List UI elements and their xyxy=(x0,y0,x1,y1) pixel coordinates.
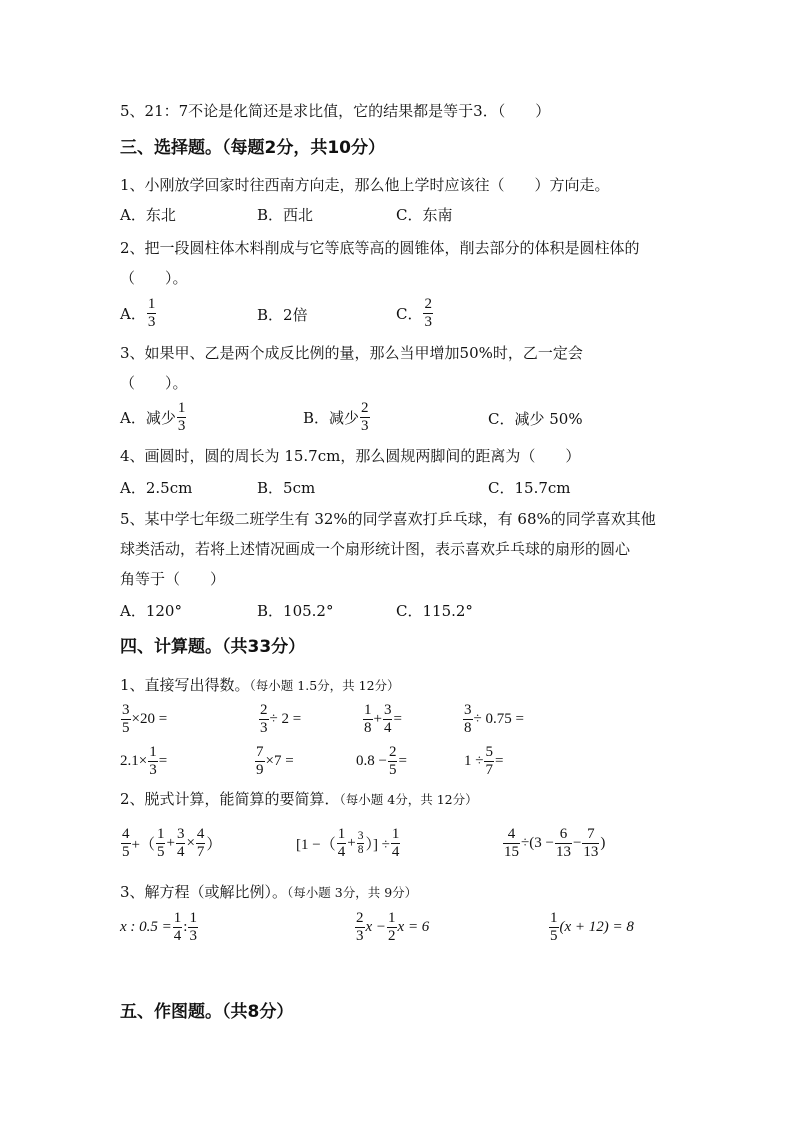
stepwise-calc-2: [1 −（ $\frac{1}{4}$ + $\frac{3}{8}$ ）] ÷ $\frac{1}{4}$ xyxy=(296,826,400,860)
choice-q5-option-b: B．105.2° xyxy=(257,602,334,620)
equation-2: $\frac{2}{3}$ x − $\frac{1}{2}$ x = 6 xyxy=(356,910,430,944)
calc-part-2-heading: 2、脱式计算，能简算的要简算．（每小题 4分，共 12分） xyxy=(120,790,478,808)
choice-q2-option-b: B．2倍 xyxy=(257,306,308,324)
equation-3: $\frac{1}{5}$ (x + 12) = 8 xyxy=(550,910,634,944)
choice-q3-option-c: C．减少 50% xyxy=(488,410,583,428)
choice-q3-text: 3、如果甲、乙是两个成反比例的量，那么当甲增加50%时，乙一定会 xyxy=(120,344,583,362)
choice-q3-option-a: A．减少 $\frac{1}{3}$ xyxy=(120,400,186,434)
section-4-title: 四、计算题。（共33分） xyxy=(120,637,306,657)
fraction: $\frac{1}{3}$ xyxy=(177,400,186,434)
choice-q4-option-a: A．2.5cm xyxy=(120,479,193,497)
equation-1: x : 0.5 = $\frac{1}{4}$ : $\frac{1}{3}$ xyxy=(120,910,197,944)
choice-q4-text: 4、画圆时，圆的周长为 15.7cm，那么圆规两脚间的距离为（ ） xyxy=(120,447,581,465)
choice-q3-text-2: （ ）。 xyxy=(120,374,188,392)
oral-calc-5: 2.1× $\frac{1}{3}$ = xyxy=(120,744,168,778)
calc-part-3-heading: 3、解方程（或解比例）。（每小题 3分，共 9分） xyxy=(120,883,418,901)
choice-q4-option-b: B．5cm xyxy=(257,479,316,497)
oral-calc-6: $\frac{7}{9}$ ×7 = xyxy=(256,744,294,778)
choice-q1-text: 1、小刚放学回家时往西南方向走，那么他上学时应该往（ ）方向走。 xyxy=(120,176,610,194)
oral-calc-4: $\frac{3}{8}$ ÷ 0.75 = xyxy=(464,702,524,736)
choice-q5-option-c: C．115.2° xyxy=(396,602,473,620)
oral-calc-1: $\frac{3}{5}$ ×20 = xyxy=(122,702,168,736)
choice-q5-option-a: A．120° xyxy=(120,602,182,620)
oral-calc-2: $\frac{2}{3}$ ÷ 2 = xyxy=(260,702,302,736)
choice-q1-option-b: B．西北 xyxy=(257,206,314,224)
stepwise-calc-1: $\frac{4}{5}$ +（ $\frac{1}{5}$ + $\frac{3}{4}$ × $\frac{4}{7}$ ） xyxy=(122,826,222,860)
true-false-item-5: 5、21：7不论是化简还是求比值，它的结果都是等于3．（ ） xyxy=(120,102,551,120)
choice-q2-option-a: A． $\frac{1}{3}$ xyxy=(120,296,156,330)
section-3-title: 三、选择题。（每题2分，共10分） xyxy=(120,138,385,158)
choice-q2-text: 2、把一段圆柱体木料削成与它等底等高的圆锥体，削去部分的体积是圆柱体的 xyxy=(120,239,640,257)
fraction: $\frac{1}{3}$ xyxy=(147,296,156,330)
fraction: $\frac{2}{3}$ xyxy=(424,296,432,330)
oral-calc-8: 1 ÷ $\frac{5}{7}$ = xyxy=(464,744,504,778)
stepwise-calc-3: $\frac{4}{15}$ ÷(3 − $\frac{6}{13}$ − $\frac{7}{13}$ ) xyxy=(504,826,606,860)
section-5-title: 五、作图题。（共8分） xyxy=(120,1002,294,1022)
calc-part-1-heading: 1、直接写出得数。（每小题 1.5分，共 12分） xyxy=(120,676,400,694)
choice-q5-line-1: 5、某中学七年级二班学生有 32%的同学喜欢打乒乓球，有 68%的同学喜欢其他 xyxy=(120,510,656,528)
fraction: $\frac{2}{3}$ xyxy=(361,400,369,434)
choice-q3-option-b: B．减少 $\frac{2}{3}$ xyxy=(303,400,369,434)
choice-q5-line-3: 角等于（ ） xyxy=(120,570,226,588)
choice-q1-option-c: C．东南 xyxy=(396,206,453,224)
choice-q2-option-c: C． $\frac{2}{3}$ xyxy=(396,296,432,330)
choice-q1-option-a: A．东北 xyxy=(120,206,176,224)
oral-calc-7: 0.8 − $\frac{2}{5}$ = xyxy=(356,744,407,778)
choice-q4-option-c: C．15.7cm xyxy=(488,479,571,497)
choice-q2-text-2: （ ）。 xyxy=(120,269,188,287)
oral-calc-3: $\frac{1}{8}$ + $\frac{3}{4}$ = xyxy=(364,702,402,736)
choice-q5-line-2: 球类活动，若将上述情况画成一个扇形统计图，表示喜欢乒乓球的扇形的圆心 xyxy=(120,540,631,558)
